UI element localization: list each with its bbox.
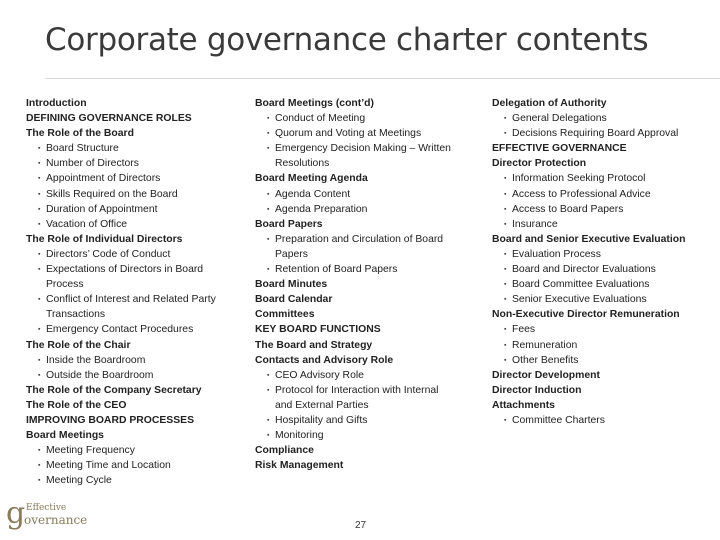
- contents-bullet-item: ▪ Agenda Content: [255, 187, 480, 202]
- section-heading: The Role of the Board: [26, 128, 134, 140]
- section-heading: Board Meetings: [26, 430, 104, 442]
- contents-bullet-item: ▪ Inside the Boardroom: [26, 353, 248, 368]
- contents-bullet-item: ▪ Number of Directors: [26, 156, 248, 171]
- contents-bullet-continuation: and External Parties: [275, 399, 369, 411]
- contents-bullet-item: ▪ Board and Director Evaluations: [492, 262, 712, 277]
- title-divider: [45, 78, 720, 79]
- logo-text-bottom: overnance: [24, 513, 88, 527]
- contents-bullet-continuation: Transactions: [46, 309, 106, 321]
- section-heading: Board Minutes: [255, 279, 328, 291]
- section-heading: Board Meetings (cont’d): [255, 98, 374, 109]
- section-heading: Board Meeting Agenda: [255, 173, 368, 185]
- slide-title: Corporate governance charter contents: [45, 22, 649, 58]
- contents-column-1: [26, 96, 248, 488]
- contents-bullet-item: ▪ Other Benefits: [492, 353, 712, 368]
- contents-bullet-item: ▪ Conflict of Interest and Related Party: [26, 292, 248, 307]
- contents-bullet-item: ▪ Access to Board Papers: [492, 202, 712, 217]
- contents-bullet-item: ▪ Outside the Boardroom: [26, 368, 248, 383]
- contents-bullet-item: ▪ Evaluation Process: [492, 247, 712, 262]
- contents-bullet-item: ▪ Meeting Cycle: [26, 473, 248, 488]
- contents-bullet-item: ▪ Board Committee Evaluations: [492, 277, 712, 292]
- page-number: 27: [355, 520, 367, 531]
- section-heading: Director Development: [492, 369, 600, 381]
- contents-bullet-item: ▪ Monitoring: [255, 428, 480, 443]
- section-heading: Board and Senior Executive Evaluation: [492, 233, 686, 245]
- contents-bullet-item: ▪ Fees: [492, 322, 712, 337]
- contents-bullet-item: ▪ Remuneration: [492, 338, 712, 353]
- contents-column-2: [255, 96, 480, 473]
- section-heading: DEFINING GOVERNANCE ROLES: [26, 113, 192, 125]
- contents-bullet-item: ▪ Preparation and Circulation of Board: [255, 232, 480, 247]
- contents-bullet-continuation: Resolutions: [275, 158, 330, 170]
- section-heading: Board Calendar: [255, 294, 333, 306]
- section-heading: KEY BOARD FUNCTIONS: [255, 324, 381, 336]
- contents-bullet-item: ▪ Information Seeking Protocol: [492, 171, 712, 186]
- contents-bullet-item: ▪ General Delegations: [492, 111, 712, 126]
- section-heading: Delegation of Authority: [492, 98, 607, 109]
- section-heading: The Role of the Chair: [26, 339, 131, 351]
- contents-bullet-item: ▪ Appointment of Directors: [26, 171, 248, 186]
- section-heading: Committees: [255, 309, 315, 321]
- contents-bullet-continuation: Papers: [275, 248, 308, 260]
- contents-bullet-item: ▪ Protocol for Interaction with Internal: [255, 383, 480, 398]
- section-heading: Attachments: [492, 399, 555, 411]
- contents-bullet-item: ▪ Duration of Appointment: [26, 202, 248, 217]
- section-heading: Director Induction: [492, 384, 582, 396]
- contents-bullet-item: ▪ Retention of Board Papers: [255, 262, 480, 277]
- contents-bullet-item: ▪ Board Structure: [26, 141, 248, 156]
- contents-bullet-item: ▪ Quorum and Voting at Meetings: [255, 126, 480, 141]
- contents-bullet-item: ▪ Insurance: [492, 217, 712, 232]
- logo-text-top: Effective: [26, 503, 67, 513]
- section-heading: Compliance: [255, 445, 314, 457]
- section-heading: The Board and Strategy: [255, 339, 373, 351]
- section-heading: Introduction: [26, 98, 87, 109]
- contents-bullet-item: ▪ Vacation of Office: [26, 217, 248, 232]
- logo-initial: g: [6, 496, 26, 531]
- section-heading: Risk Management: [255, 460, 344, 472]
- contents-bullet-item: ▪ Decisions Requiring Board Approval: [492, 126, 712, 141]
- effective-governance-logo: [6, 496, 88, 534]
- contents-bullet-item: ▪ Expectations of Directors in Board: [26, 262, 248, 277]
- contents-bullet-item: ▪ Conduct of Meeting: [255, 111, 480, 126]
- section-heading: The Role of the Company Secretary: [26, 384, 202, 396]
- contents-bullet-item: ▪ Meeting Time and Location: [26, 458, 248, 473]
- contents-bullet-item: ▪ Senior Executive Evaluations: [492, 292, 712, 307]
- contents-bullet-continuation: Process: [46, 279, 84, 291]
- contents-bullet-item: ▪ Agenda Preparation: [255, 202, 480, 217]
- section-heading: The Role of the CEO: [26, 399, 127, 411]
- contents-bullet-item: ▪ CEO Advisory Role: [255, 368, 480, 383]
- section-heading: EFFECTIVE GOVERNANCE: [492, 143, 627, 155]
- contents-bullet-item: ▪ Emergency Decision Making – Written: [255, 141, 480, 156]
- contents-bullet-item: ▪ Access to Professional Advice: [492, 187, 712, 202]
- section-heading: The Role of Individual Directors: [26, 233, 183, 245]
- section-heading: Non-Executive Director Remuneration: [492, 309, 680, 321]
- contents-bullet-item: ▪ Committee Charters: [492, 413, 712, 428]
- contents-bullet-item: ▪ Hospitality and Gifts: [255, 413, 480, 428]
- contents-bullet-item: ▪ Directors’ Code of Conduct: [26, 247, 248, 262]
- section-heading: Board Papers: [255, 218, 323, 230]
- contents-bullet-item: ▪ Emergency Contact Procedures: [26, 322, 248, 337]
- contents-column-3: [492, 96, 712, 428]
- contents-bullet-item: ▪ Meeting Frequency: [26, 443, 248, 458]
- contents-bullet-item: ▪ Skills Required on the Board: [26, 187, 248, 202]
- section-heading: Director Protection: [492, 158, 587, 170]
- section-heading: Contacts and Advisory Role: [255, 354, 394, 366]
- section-heading: IMPROVING BOARD PROCESSES: [26, 414, 195, 426]
